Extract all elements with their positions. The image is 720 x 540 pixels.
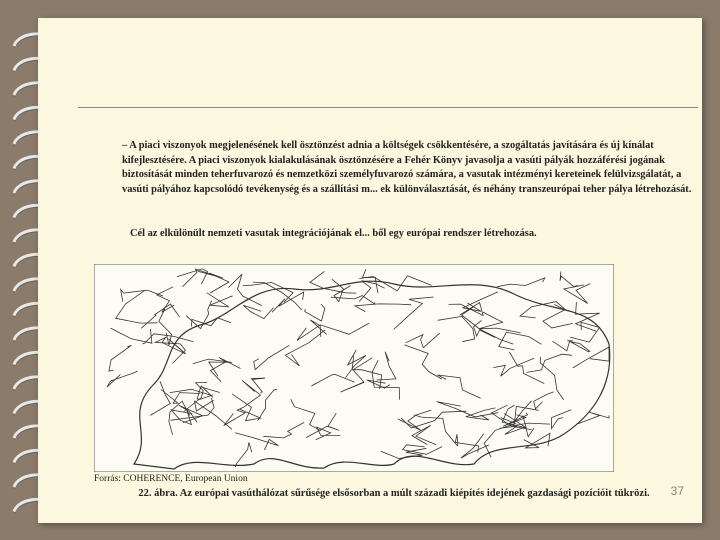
notebook-page bbox=[38, 18, 702, 523]
page-number: 37 bbox=[670, 484, 684, 498]
figure-caption: 22. ábra. Az európai vasúthálózat sűrűsége elsősorban a múlt századi kiépítés idejének gazdasági pozícióit tükrözi. bbox=[138, 488, 650, 499]
body-paragraph-2: Cél az elkülönült nemzeti vasutak integrációjának el... ből egy európai rendszer létrehozása. bbox=[130, 228, 537, 239]
body-paragraph-1: – A piaci viszonyok megjelenésének kell ösztönzést adnia a költségek csökkentésére, a szogáltatás javítására és új kínálat kifejlesztésére. A piaci viszonyok kialakulásának ösztönzésére a Fehér Könyv javasolja a vasúti pályák hozzáférési jogának biztosítását minden teherfuvarozó és nemzetközi személyfuvarozó számára, a vasutak intézményi kereteinek felülvizsgálatát, a vasúti pályához kapcsolódó tevékenység és a szállítási m... ek különválasztását, és néhány transzeurópai teher pálya létrehozását. bbox=[122, 140, 692, 195]
europe-railway-map bbox=[94, 264, 614, 472]
separator-line bbox=[78, 107, 698, 108]
figure-source: Forrás: COHERENCE, European Union bbox=[94, 474, 248, 484]
